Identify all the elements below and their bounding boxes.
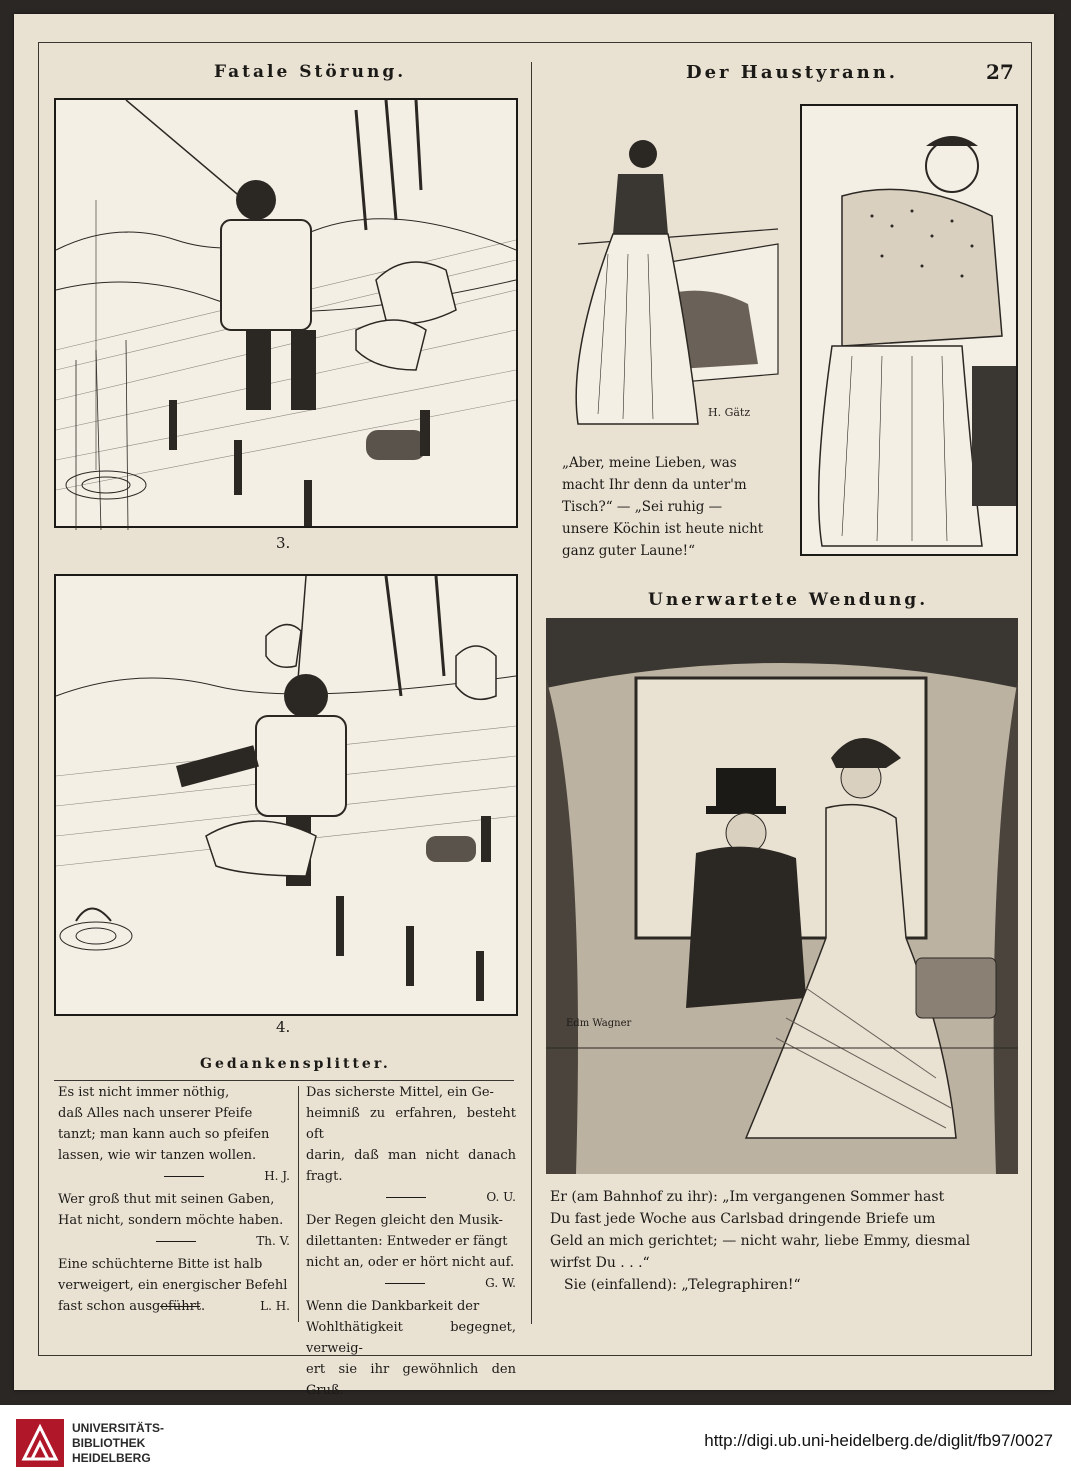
aphorism-left-1 bbox=[58, 1082, 290, 1187]
wendung-line-5: Sie (einfallend): „Telegraphiren!“ bbox=[564, 1277, 801, 1293]
illustration-fig3-fisherman bbox=[54, 98, 518, 528]
aph-r2-line-1: Der Regen gleicht den Musik- bbox=[306, 1213, 503, 1228]
aph-r1-line-3: darin, daß man nicht danach fragt. bbox=[306, 1148, 516, 1184]
title-unerwartete-wendung: Unerwartete Wendung. bbox=[648, 590, 929, 610]
figure-label-3: 3. bbox=[276, 534, 291, 552]
aph-r3-line-1: Wenn die Dankbarkeit der bbox=[306, 1299, 480, 1314]
wendung-line-3: Geld an mich gerichtet; — nicht wahr, liebe Emmy, diesmal bbox=[550, 1233, 971, 1249]
artist-signature-top: H. Gätz bbox=[708, 406, 751, 419]
aph-l2-signature: Th. V. bbox=[58, 1231, 290, 1252]
aph-l2-line-1: Wer groß thut mit seinen Gaben, bbox=[58, 1192, 275, 1207]
fig4-drawing bbox=[56, 576, 516, 1014]
haustyrann-line-1: „Aber, meine Lieben, was bbox=[562, 455, 737, 471]
haustyrann-caption bbox=[562, 452, 782, 562]
library-name-line-1: UNIVERSITÄTS- bbox=[72, 1421, 165, 1435]
haustyrann-line-3: Tisch?“ — „Sei ruhig — bbox=[562, 499, 723, 515]
haustyrann-line-2: macht Ihr denn da unter'm bbox=[562, 477, 747, 493]
haustyrann-lady-drawing bbox=[548, 94, 778, 444]
aphorisms-right-column bbox=[306, 1082, 516, 1401]
figure-label-4: 4. bbox=[276, 1018, 291, 1036]
aph-l1-signature: H. J. bbox=[58, 1166, 290, 1187]
train-compartment-drawing bbox=[546, 618, 1018, 1174]
illustration-train-compartment bbox=[546, 618, 1018, 1174]
aph-l3-line-2: verweigert, ein energischer Befehl bbox=[58, 1278, 288, 1293]
column-divider bbox=[531, 62, 532, 1324]
aphorism-left-2 bbox=[58, 1189, 290, 1252]
fig3-drawing bbox=[56, 100, 516, 526]
haustyrann-line-4: unsere Köchin ist heute nicht bbox=[562, 521, 764, 537]
haustyrann-line-5: ganz guter Laune!“ bbox=[562, 543, 696, 559]
aph-r1-line-2: heimniß zu erfahren, besteht oft bbox=[306, 1106, 516, 1142]
page-number: 27 bbox=[986, 60, 1014, 84]
illustration-haustyrann-lady bbox=[548, 94, 778, 444]
haustyrann-cook-drawing bbox=[802, 106, 1016, 554]
aph-l3-line-1: Eine schüchterne Bitte ist halb bbox=[58, 1257, 263, 1272]
wendung-line-1: Er (am Bahnhof zu ihr): „Im vergangenen Sommer hast bbox=[550, 1189, 945, 1205]
aph-l2-line-2: Hat nicht, sondern möchte haben. bbox=[58, 1213, 284, 1228]
library-name-line-3: HEIDELBERG bbox=[72, 1451, 151, 1465]
illustration-fig4-fisherman-falling bbox=[54, 574, 518, 1016]
wendung-dialog bbox=[550, 1186, 1020, 1296]
aph-r2-line-2: dilettanten: Entweder er fängt bbox=[306, 1234, 508, 1249]
aph-l3-line-3: fast schon ausgeführt. bbox=[58, 1299, 206, 1314]
aphorism-right-3 bbox=[306, 1296, 516, 1401]
aph-l1-line-2: daß Alles nach unserer Pfeife bbox=[58, 1106, 253, 1121]
illustration-haustyrann-cook bbox=[800, 104, 1018, 556]
aph-r3-line-3: ert sie ihr gewöhnlich den Gruß. bbox=[306, 1362, 516, 1398]
aphorisms-left-column bbox=[58, 1082, 290, 1319]
artist-signature-bottom: Edm Wagner bbox=[566, 1018, 632, 1029]
aph-r1-line-1: Das sicherste Mittel, ein Ge- bbox=[306, 1085, 494, 1100]
library-name-line-2: BIBLIOTHEK bbox=[72, 1436, 146, 1450]
aph-r2-signature: G. W. bbox=[306, 1273, 516, 1294]
aph-l3-signature: L. H. bbox=[58, 1296, 290, 1317]
title-fatale-stoerung: Fatale Störung. bbox=[214, 62, 407, 82]
digitization-footer bbox=[0, 1405, 1071, 1483]
aphorism-right-2 bbox=[306, 1210, 516, 1294]
university-library-logo-icon bbox=[16, 1419, 64, 1467]
wendung-line-4: wirfst Du . . .“ bbox=[550, 1255, 650, 1271]
aphorism-left-3 bbox=[58, 1254, 290, 1317]
aph-l1-line-1: Es ist nicht immer nöthig, bbox=[58, 1085, 230, 1100]
aphorisms-column-rule bbox=[298, 1086, 299, 1322]
permalink-url[interactable]: http://digi.ub.uni-heidelberg.de/diglit/fb97/0027 bbox=[704, 1431, 1053, 1450]
aph-r1-signature: O. U. bbox=[306, 1187, 516, 1208]
wendung-line-2: Du fast jede Woche aus Carlsbad dringende Briefe um bbox=[550, 1211, 936, 1227]
scanned-page bbox=[14, 14, 1054, 1398]
university-library-name bbox=[72, 1421, 164, 1466]
title-gedankensplitter: Gedankensplitter. bbox=[200, 1056, 391, 1072]
aph-r2-line-3: nicht an, oder er hört nicht auf. bbox=[306, 1255, 515, 1270]
aphorisms-top-rule bbox=[54, 1080, 514, 1081]
title-haustyrann: Der Haustyrann. bbox=[686, 62, 899, 83]
aph-l1-line-4: lassen, wie wir tanzen wollen. bbox=[58, 1148, 257, 1163]
aph-r3-line-2: Wohlthätigkeit begegnet, verweig- bbox=[306, 1320, 516, 1356]
aphorism-right-1 bbox=[306, 1082, 516, 1208]
aph-l1-line-3: tanzt; man kann auch so pfeifen bbox=[58, 1127, 270, 1142]
